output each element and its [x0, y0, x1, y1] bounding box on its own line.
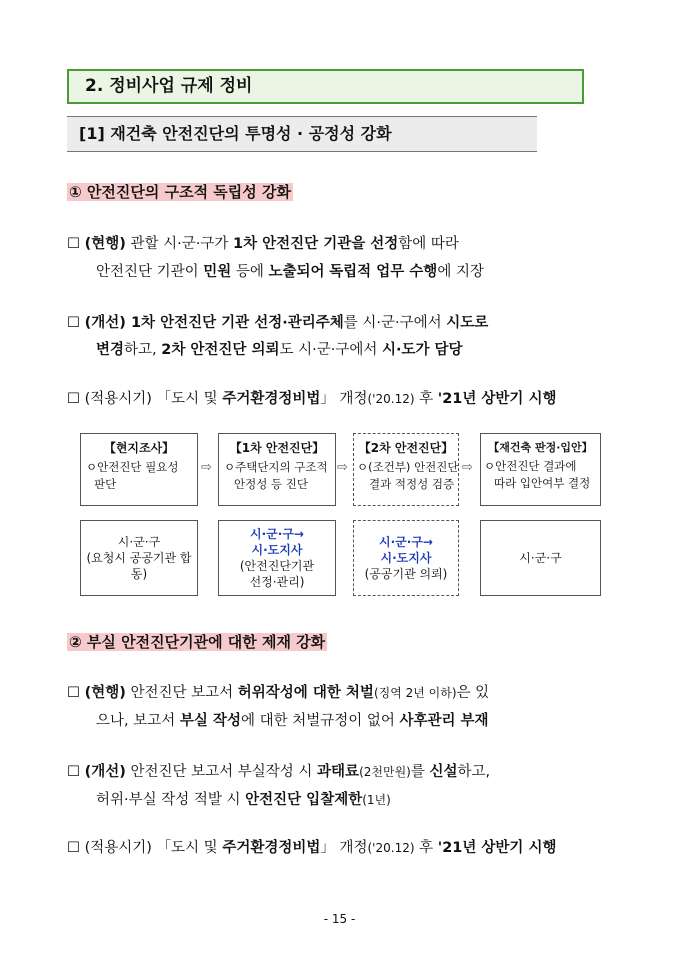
checkbox-icon: ☐	[67, 685, 80, 701]
text: 안전진단 보고서 부실작성 시	[125, 764, 318, 780]
item-heading-2	[67, 631, 327, 653]
item-heading-2-text: ② 부실 안전진단기관에 대한 제재 강화	[69, 633, 326, 651]
flow-actor-1	[80, 520, 198, 596]
text-bold: 시도로	[446, 315, 489, 331]
text-bold: '21년 상반기 시행	[437, 391, 557, 407]
flow-step-4	[480, 433, 601, 506]
text-bold: '21년 상반기 시행	[437, 840, 557, 856]
flow-actor-2	[218, 520, 336, 596]
flow-actor-note: (안전진단기관	[239, 559, 315, 573]
flow-step-text: 결과 적정성 검증	[369, 477, 455, 491]
text-bold: 과태료	[317, 764, 360, 780]
flow-step-text: 안정성 등 진단	[234, 477, 308, 491]
text-bold: 사후관리 부재	[399, 713, 489, 729]
flow-actor-text: 시·군·구	[117, 535, 161, 549]
text: 후	[414, 840, 438, 856]
flow-step-2	[218, 433, 336, 506]
text-bold: 시·도가 담당	[381, 342, 463, 358]
flow-actor-note: 선정·관리)	[249, 575, 305, 589]
text-bold: 안전진단 입찰제한	[245, 792, 363, 808]
text: 를	[410, 764, 430, 780]
flow-step-text: ㅇ(조건부) 안전진단	[357, 460, 459, 474]
paragraph-current-2-line2	[96, 711, 489, 731]
flow-step-3	[353, 433, 459, 506]
text: 도 시·군·구에서	[279, 342, 382, 358]
flow-actor-change: 시·도지사	[251, 543, 303, 557]
item-heading-1	[67, 181, 293, 203]
text-bold: 부실 작성	[179, 713, 241, 729]
flow-step-text: ㅇ주택단지의 구조적	[224, 460, 328, 474]
text-small: (2천만원)	[359, 765, 411, 779]
text-bold: 노출되어	[268, 264, 325, 280]
text: 안전진단 보고서	[125, 685, 238, 701]
label-improve: (개선)	[84, 315, 131, 331]
flow-step-title: 【1차 안전진단】	[229, 441, 325, 455]
text-bold: 주거환경정비법	[222, 391, 321, 407]
text-bold: 주거환경정비법	[222, 840, 321, 856]
label-current: (현행)	[84, 236, 126, 252]
flow-step-title: 【2차 안전진단】	[358, 441, 454, 455]
flow-step-title: 【재건축 판정·입안】	[488, 441, 593, 454]
text: 」 개정	[320, 840, 368, 856]
flow-actor-change: 시·군·구→	[250, 527, 304, 541]
text-bold: 민원	[203, 264, 232, 280]
text: 으나, 보고서	[96, 713, 180, 729]
checkbox-icon: ☐	[67, 315, 80, 331]
flow-step-text: 판단	[94, 477, 117, 491]
subsection-title: [1] 재건축 안전진단의 투명성 · 공정성 강화	[67, 116, 537, 152]
checkbox-icon: ☐	[67, 840, 80, 856]
label-current: (현행)	[84, 685, 126, 701]
flow-actor-text: 시·군·구	[519, 551, 562, 565]
text-bold: 변경	[96, 342, 125, 358]
text-small: (징역 2년 이하)	[373, 686, 457, 700]
flow-actor-change: 시·도지사	[380, 551, 432, 565]
text-bold: 2차 안전진단 의뢰	[161, 342, 280, 358]
paragraph-current-1-line2	[96, 262, 484, 282]
text: 후	[414, 391, 438, 407]
text: 하고,	[124, 342, 162, 358]
item-heading-1-text: ① 안전진단의 구조적 독립성 강화	[69, 183, 291, 201]
text: 관할 시·군·구가	[125, 236, 233, 252]
paragraph-current-2	[67, 683, 489, 703]
section-title: 2. 정비사업 규제 정비	[67, 69, 584, 104]
text-bold: 1차 안전진단 기관 선정·관리주체	[130, 315, 344, 331]
flow-actor-3	[353, 520, 459, 596]
paragraph-current-1	[67, 234, 459, 254]
paragraph-timing-1	[67, 389, 557, 409]
arrow-right-icon: ⇨	[337, 460, 348, 475]
flow-step-text: ㅇ안전진단 필요성	[86, 460, 179, 474]
label-improve: (개선)	[84, 764, 126, 780]
paragraph-improve-1-line2	[96, 340, 463, 360]
checkbox-icon: ☐	[67, 764, 80, 780]
paragraph-improve-1	[67, 313, 488, 333]
flow-step-text: ㅇ안전진단 결과에	[484, 459, 577, 473]
text-small: ('20.12)	[367, 392, 415, 406]
text-small: ('20.12)	[367, 841, 415, 855]
text: 안전진단 기관이	[96, 264, 204, 280]
text-bold: 독립적 업무 수행	[329, 264, 438, 280]
text: 에 지장	[437, 264, 484, 280]
flow-actor-note: (요청시 공공기관 합동)	[86, 551, 192, 581]
paragraph-improve-2-line2	[96, 790, 391, 810]
page-number: - 15 -	[323, 912, 356, 926]
text: 에 대한 처벌규정이 없어	[240, 713, 400, 729]
checkbox-icon: ☐	[67, 236, 80, 252]
arrow-right-icon: ⇨	[462, 460, 473, 475]
flow-actor-4	[480, 520, 601, 596]
text-bold: 신설	[429, 764, 458, 780]
paragraph-timing-2	[67, 838, 557, 858]
flow-actor-change: 시·군·구→	[379, 535, 433, 549]
text: 허위·부실 작성 적발 시	[96, 792, 246, 808]
text: 하고,	[457, 764, 491, 780]
text: 등에	[231, 264, 269, 280]
text: 를 시·군·구에서	[343, 315, 447, 331]
text-bold: 허위작성에 대한 처벌	[237, 685, 374, 701]
text: 은 있	[456, 685, 490, 701]
checkbox-icon: ☐	[67, 391, 80, 407]
text: 」 개정	[320, 391, 368, 407]
flow-step-1	[80, 433, 198, 506]
text-bold: 1차 안전진단 기관을 선정	[232, 236, 399, 252]
text: 함에 따라	[398, 236, 459, 252]
text-small: (1년)	[362, 793, 391, 807]
arrow-right-icon: ⇨	[201, 460, 212, 475]
flow-step-title: 【현지조사】	[103, 441, 175, 455]
paragraph-improve-2	[67, 762, 490, 782]
flow-step-text: 따라 입안여부 결정	[494, 476, 591, 490]
text: (적용시기) 「도시 및	[84, 391, 223, 407]
text: (적용시기) 「도시 및	[84, 840, 223, 856]
flow-actor-note: (공공기관 의뢰)	[364, 567, 448, 581]
